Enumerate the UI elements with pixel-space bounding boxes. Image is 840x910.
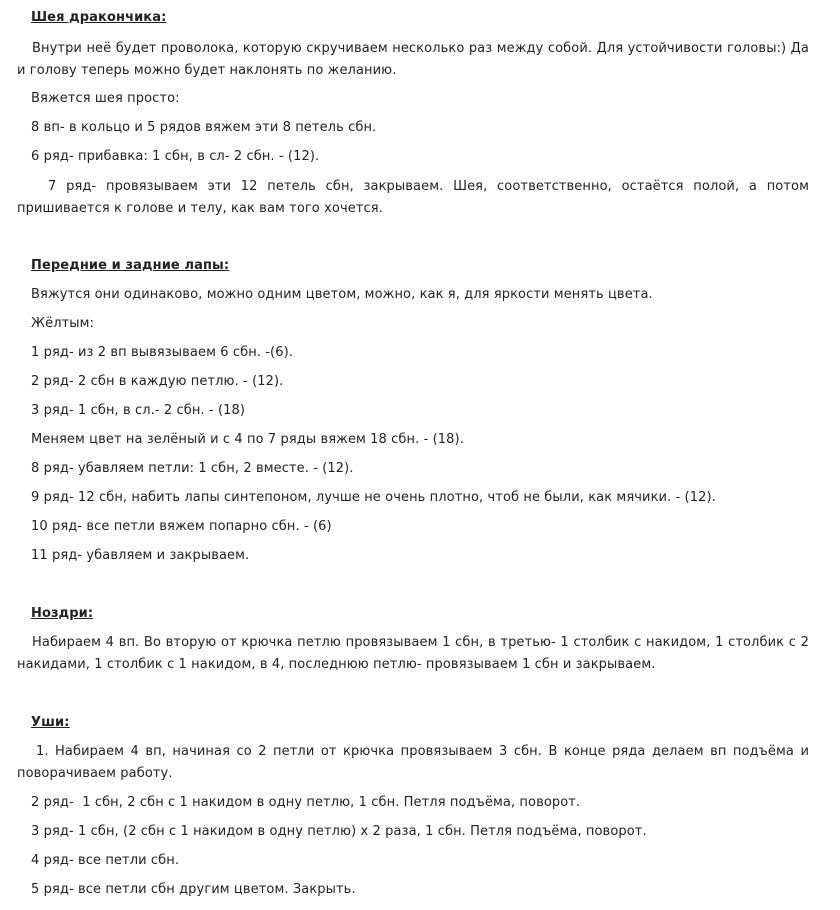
ears-paragraph-3: 3 ряд- 1 сбн, (2 сбн с 1 накидом в одну петлю) х 2 раза, 1 сбн. Петля подъёма, поворот. <box>31 824 647 839</box>
paws-paragraph-2: Жёлтым: <box>31 316 95 331</box>
neck-paragraph-1: Внутри неё будет проволока, которую скручиваем несколько раз между собой. Для устойчивости головы:) Да и голову теперь можно будет наклонять по желанию. <box>17 41 809 78</box>
paws-paragraph-10: 11 ряд- убавляем и закрываем. <box>31 548 250 563</box>
ears-paragraph-5: 5 ряд- все петли сбн другим цветом. Закрыть. <box>31 882 356 897</box>
ears-paragraph-4: 4 ряд- все петли сбн. <box>31 853 180 868</box>
section-heading-nostrils: Ноздри: <box>31 606 94 621</box>
section-heading-paws: Передние и задние лапы: <box>31 258 230 273</box>
paws-paragraph-9: 10 ряд- все петли вяжем попарно сбн. - (6) <box>31 519 332 534</box>
neck-paragraph-2: Вяжется шея просто: <box>31 91 180 106</box>
paws-paragraph-6: Меняем цвет на зелёный и с 4 по 7 ряды вяжем 18 сбн. - (18). <box>31 432 464 447</box>
paws-paragraph-3: 1 ряд- из 2 вп вывязываем 6 сбн. -(6). <box>31 345 293 360</box>
section-heading-ears: Уши: <box>31 715 70 730</box>
paws-paragraph-4: 2 ряд- 2 сбн в каждую петлю. - (12). <box>31 374 284 389</box>
ears-paragraph-2: 2 ряд- 1 сбн, 2 сбн с 1 накидом в одну петлю, 1 сбн. Петля подъёма, поворот. <box>31 795 581 810</box>
neck-paragraph-4: 6 ряд- прибавка: 1 сбн, в сл- 2 сбн. - (12). <box>31 149 320 164</box>
paws-paragraph-5: 3 ряд- 1 сбн, в сл.- 2 сбн. - (18) <box>31 403 246 418</box>
section-heading-neck: Шея дракончика: <box>31 10 167 25</box>
nostrils-paragraph-1: Набираем 4 вп. Во вторую от крючка петлю провязываем 1 сбн, в третью- 1 столбик с накидом, 1 столбик с 2 накидами, 1 столбик с 1 накидом, в 4, последнюю петлю- провязываем 1 сбн и закрываем. <box>17 635 809 672</box>
paws-paragraph-1: Вяжутся они одинаково, можно одним цветом, можно, как я, для яркости менять цвета. <box>31 287 653 302</box>
paws-paragraph-7: 8 ряд- убавляем петли: 1 сбн, 2 вместе. - (12). <box>31 461 354 476</box>
ears-paragraph-1: 1. Набираем 4 вп, начиная со 2 петли от крючка провязываем 3 сбн. В конце ряда делаем вп подъёма и поворачиваем работу. <box>17 744 809 781</box>
neck-paragraph-3: 8 вп- в кольцо и 5 рядов вяжем эти 8 петель сбн. <box>31 120 377 135</box>
neck-paragraph-5: 7 ряд- провязываем эти 12 петель сбн, закрываем. Шея, соответственно, остаётся полой, а потом пришивается к голове и телу, как вам того хочется. <box>17 179 809 216</box>
paws-paragraph-8: 9 ряд- 12 сбн, набить лапы синтепоном, лучше не очень плотно, чтоб не были, как мячики. - (12). <box>31 490 716 505</box>
